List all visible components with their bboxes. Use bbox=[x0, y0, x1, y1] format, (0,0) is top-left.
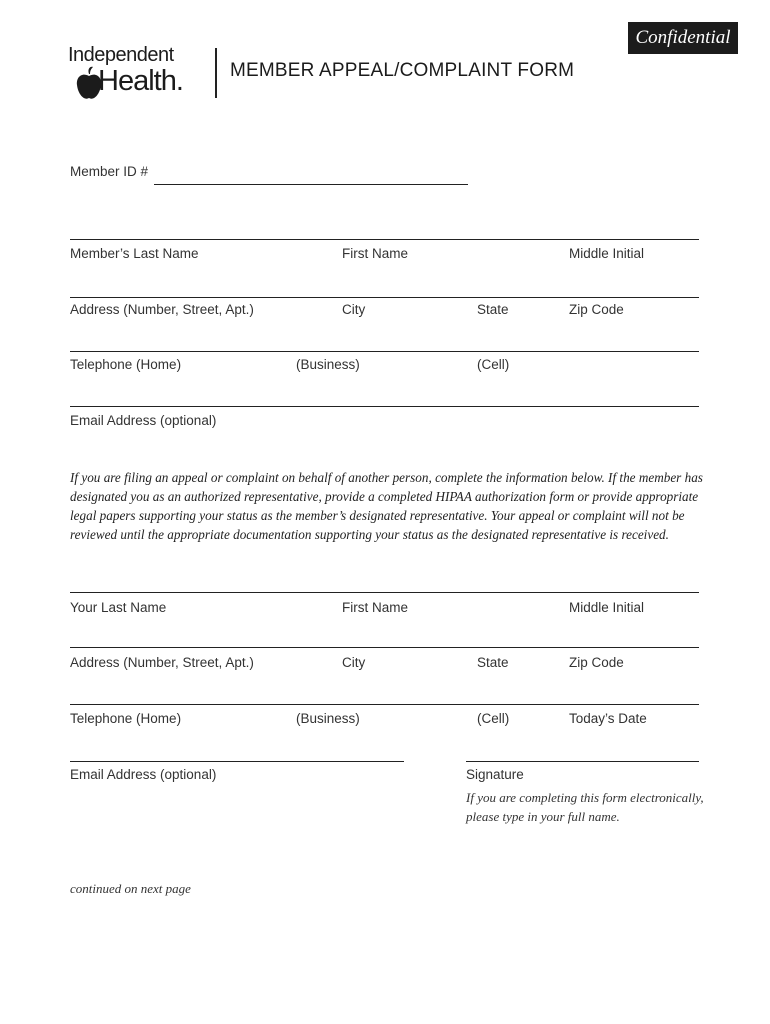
rep-email-field-line[interactable] bbox=[70, 761, 404, 762]
member-id-field[interactable] bbox=[154, 184, 468, 185]
rep-tel-business-label: (Business) bbox=[296, 711, 360, 726]
rep-tel-home-label: Telephone (Home) bbox=[70, 711, 182, 726]
member-email-field-line[interactable] bbox=[70, 406, 699, 407]
rep-email-label: Email Address (optional) bbox=[70, 767, 217, 782]
member-zip-label: Zip Code bbox=[569, 302, 624, 317]
member-city-label: City bbox=[342, 302, 366, 317]
member-tel-home-label: Telephone (Home) bbox=[70, 357, 182, 372]
rep-name-field-line[interactable] bbox=[70, 592, 699, 593]
form-title: MEMBER APPEAL/COMPLAINT FORM bbox=[230, 60, 575, 81]
rep-telephone-field-line[interactable] bbox=[70, 704, 699, 705]
member-id-label: Member ID # bbox=[70, 164, 149, 179]
header-divider bbox=[215, 48, 217, 98]
rep-first-name-label: First Name bbox=[342, 600, 409, 615]
rep-address-field-line[interactable] bbox=[70, 647, 699, 648]
member-address-label: Address (Number, Street, Apt.) bbox=[70, 302, 254, 317]
member-last-name-label: Member’s Last Name bbox=[70, 246, 199, 261]
rep-zip-label: Zip Code bbox=[569, 655, 624, 670]
representative-instructions: If you are filing an appeal or complaint on behalf of another person, complete the information below. If the member has designated you as an authorized representative, provide a completed HIPAA authorization form or provide appropriate legal papers supporting your status as the member’s designated representative. Your appeal or complaint will not be reviewed until the appropriate documentation supporting your status as the designated representative is received. bbox=[70, 470, 703, 542]
rep-state-label: State bbox=[477, 655, 509, 670]
rep-todays-date-label: Today’s Date bbox=[569, 711, 647, 726]
member-state-label: State bbox=[477, 302, 509, 317]
rep-tel-cell-label: (Cell) bbox=[477, 711, 510, 726]
member-email-label: Email Address (optional) bbox=[70, 413, 217, 428]
signature-instructions: If you are completing this form electronically, please type in your full name. bbox=[466, 790, 704, 824]
member-first-name-label: First Name bbox=[342, 246, 409, 261]
rep-middle-initial-label: Middle Initial bbox=[569, 600, 645, 615]
continued-note: continued on next page bbox=[70, 881, 191, 896]
member-tel-business-label: (Business) bbox=[296, 357, 360, 372]
rep-address-label: Address (Number, Street, Apt.) bbox=[70, 655, 254, 670]
member-middle-initial-label: Middle Initial bbox=[569, 246, 645, 261]
rep-city-label: City bbox=[342, 655, 366, 670]
rep-signature-label: Signature bbox=[466, 767, 524, 782]
confidential-badge: Confidential bbox=[628, 22, 738, 54]
logo-text-line1: Independent bbox=[68, 44, 174, 66]
member-address-field-line[interactable] bbox=[70, 297, 699, 298]
logo-text-line2: Health. bbox=[98, 65, 183, 97]
member-telephone-field-line[interactable] bbox=[70, 351, 699, 352]
rep-signature-field-line[interactable] bbox=[466, 761, 699, 762]
member-tel-cell-label: (Cell) bbox=[477, 357, 510, 372]
member-name-field-line[interactable] bbox=[70, 239, 699, 240]
independent-health-logo bbox=[68, 44, 208, 104]
rep-last-name-label: Your Last Name bbox=[70, 600, 167, 615]
